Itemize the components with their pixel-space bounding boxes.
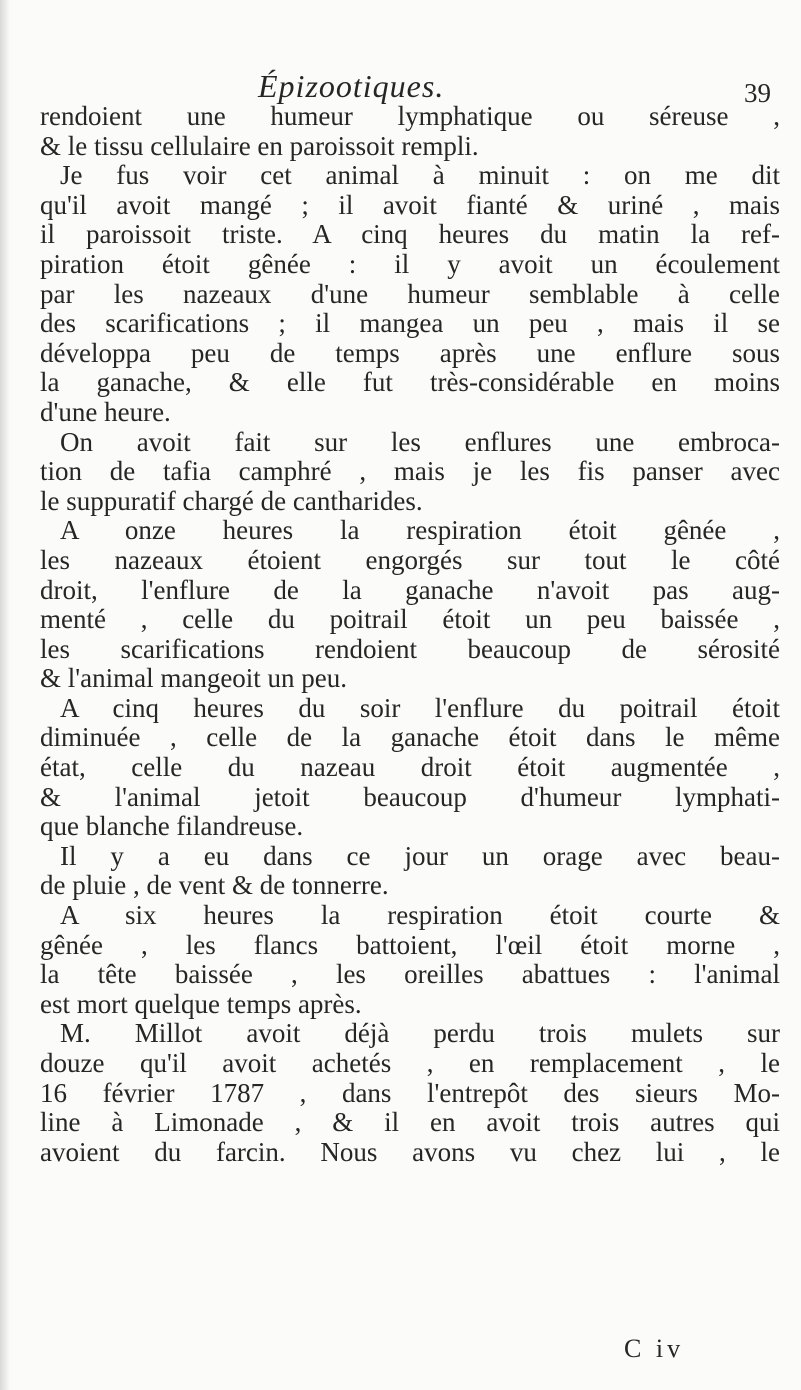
signature-mark: C iv [624, 1334, 685, 1363]
text-line: 16 février 1787 , dans l'entrepôt des sieurs Mo- [40, 1078, 780, 1108]
text-line: que blanche filandreuse. [40, 812, 304, 842]
text-line: tion de tafia camphré , mais je les fis panser avec [40, 457, 780, 487]
text-line: la tête baissée , les oreilles abattues : l'animal [40, 960, 780, 990]
text-line: le suppuratif chargé de cantharides. [40, 486, 423, 516]
text-line: On avoit fait sur les enflures une embroca- [60, 427, 780, 457]
text-line: diminuée , celle de la ganache étoit dans le même [40, 723, 780, 753]
text-line: piration étoit gênée : il y avoit un écoulement [40, 249, 780, 279]
text-line: menté , celle du poitrail étoit un peu baissée , [40, 605, 780, 635]
text-line: est mort quelque temps après. [40, 989, 362, 1019]
text-line: les scarifications rendoient beaucoup de sérosité [40, 634, 780, 664]
text-line: droit, l'enflure de la ganache n'avoit pas aug- [40, 575, 780, 605]
text-line: Il y a eu dans ce jour un orage avec beau- [60, 841, 780, 871]
page-number: 39 [744, 78, 771, 108]
text-line: qu'il avoit mangé ; il avoit fianté & uriné , mais [40, 190, 780, 220]
text-line: A onze heures la respiration étoit gênée , [60, 516, 780, 546]
text-line: développa peu de temps après une enflure sous [40, 338, 780, 368]
running-head: Épizootiques. [258, 68, 445, 104]
text-line: avoient du farcin. Nous avons vu chez lui , le [40, 1137, 780, 1167]
text-line: il paroissoit triste. A cinq heures du matin la ref- [40, 220, 780, 250]
text-line: line à Limonade , & il en avoit trois autres qui [40, 1108, 780, 1138]
text-line: les nazeaux étoient engorgés sur tout le côté [40, 545, 780, 575]
text-line: gênée , les flancs battoient, l'œil étoit morne , [40, 930, 780, 960]
text-line: la ganache, & elle fut très-considérable en moins [40, 368, 780, 398]
page-gutter-shadow [0, 0, 10, 1390]
text-line: & l'animal jetoit beaucoup d'humeur lymphati- [40, 782, 780, 812]
text-line: de pluie , de vent & de tonnerre. [40, 871, 389, 901]
text-line: douze qu'il avoit achetés , en remplacement , le [40, 1049, 780, 1078]
text-line: A cinq heures du soir l'enflure du poitrail étoit [60, 693, 780, 723]
text-line: par les nazeaux d'une humeur semblable à celle [40, 279, 780, 309]
text-line: des scarifications ; il mangea un peu , mais il se [40, 309, 780, 339]
text-line: état, celle du nazeau droit étoit augmentée , [40, 753, 780, 783]
text-line: d'une heure. [40, 397, 171, 427]
body-text [40, 102, 780, 1167]
text-line: M. Millot avoit déjà perdu trois mulets sur [60, 1019, 780, 1049]
text-line: A six heures la respiration étoit courte & [60, 901, 780, 931]
text-line: & le tissu cellulaire en paroissoit rempli. [40, 131, 479, 161]
text-line: Je fus voir cet animal à minuit : on me dit [60, 161, 780, 191]
text-line: & l'animal mangeoit un peu. [40, 664, 348, 694]
text-line: rendoient une humeur lymphatique ou séreuse , [40, 102, 780, 131]
